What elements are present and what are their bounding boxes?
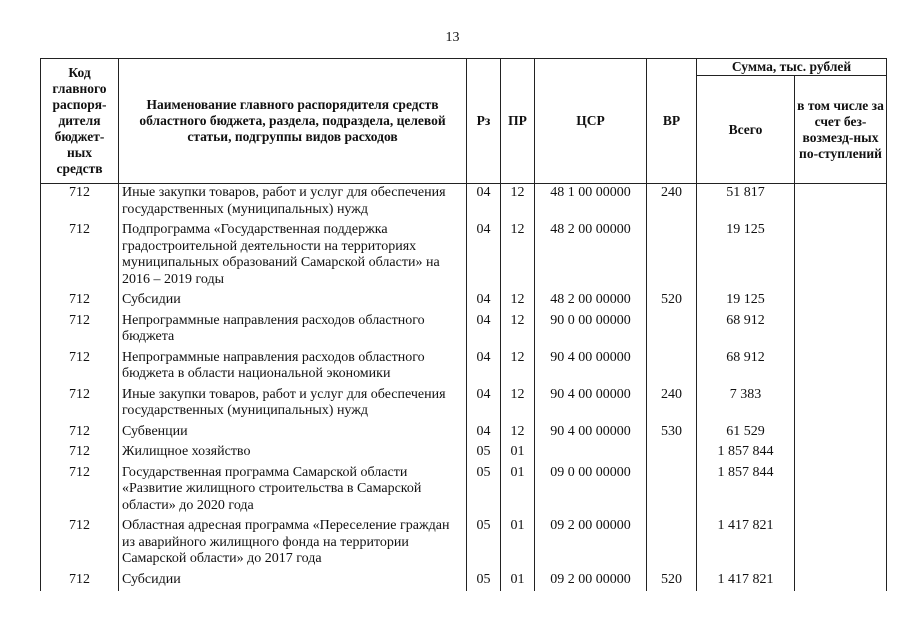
cell-code: 712 xyxy=(41,291,119,312)
cell-grants xyxy=(795,184,887,222)
cell-rz: 05 xyxy=(467,464,501,518)
cell-code: 712 xyxy=(41,184,119,222)
cell-grants xyxy=(795,221,887,291)
cell-total: 61 529 xyxy=(697,423,795,444)
table-header xyxy=(41,59,887,184)
cell-pr: 12 xyxy=(501,386,535,423)
cell-total: 1 857 844 xyxy=(697,443,795,464)
cell-pr: 12 xyxy=(501,423,535,444)
header-code: Код главного распоря-дителя бюджет-ных средств xyxy=(41,59,119,184)
header-csr: ЦСР xyxy=(535,59,647,184)
table-row xyxy=(41,386,887,423)
cell-rz: 04 xyxy=(467,386,501,423)
table-row xyxy=(41,423,887,444)
cell-vr xyxy=(647,464,697,518)
table-body xyxy=(41,184,887,592)
cell-total: 19 125 xyxy=(697,291,795,312)
cell-grants xyxy=(795,312,887,349)
cell-csr: 90 4 00 00000 xyxy=(535,423,647,444)
header-sum: Сумма, тыс. рублей xyxy=(697,59,887,76)
cell-vr xyxy=(647,349,697,386)
cell-total: 68 912 xyxy=(697,349,795,386)
cell-name: Субсидии xyxy=(119,571,467,592)
cell-grants xyxy=(795,443,887,464)
cell-total: 7 383 xyxy=(697,386,795,423)
cell-pr: 12 xyxy=(501,184,535,222)
cell-code: 712 xyxy=(41,221,119,291)
cell-grants xyxy=(795,349,887,386)
cell-total: 1 417 821 xyxy=(697,517,795,571)
cell-csr: 48 2 00 00000 xyxy=(535,291,647,312)
cell-total: 51 817 xyxy=(697,184,795,222)
table-row xyxy=(41,443,887,464)
cell-vr xyxy=(647,443,697,464)
cell-grants xyxy=(795,386,887,423)
cell-csr: 09 2 00 00000 xyxy=(535,571,647,592)
cell-vr: 240 xyxy=(647,184,697,222)
table-row xyxy=(41,517,887,571)
budget-table xyxy=(40,58,887,591)
cell-pr: 12 xyxy=(501,291,535,312)
cell-code: 712 xyxy=(41,571,119,592)
cell-rz: 04 xyxy=(467,184,501,222)
cell-grants xyxy=(795,517,887,571)
header-vr: ВР xyxy=(647,59,697,184)
cell-total: 1 417 821 xyxy=(697,571,795,592)
header-total: Всего xyxy=(697,76,795,184)
table-row xyxy=(41,312,887,349)
cell-rz: 04 xyxy=(467,349,501,386)
cell-rz: 04 xyxy=(467,221,501,291)
cell-grants xyxy=(795,571,887,592)
cell-csr: 09 0 00 00000 xyxy=(535,464,647,518)
table-row xyxy=(41,221,887,291)
cell-csr: 09 2 00 00000 xyxy=(535,517,647,571)
cell-rz: 04 xyxy=(467,312,501,349)
cell-vr: 530 xyxy=(647,423,697,444)
table-row xyxy=(41,184,887,222)
cell-code: 712 xyxy=(41,312,119,349)
header-pr: ПР xyxy=(501,59,535,184)
cell-code: 712 xyxy=(41,386,119,423)
cell-csr xyxy=(535,443,647,464)
cell-code: 712 xyxy=(41,423,119,444)
cell-pr: 01 xyxy=(501,571,535,592)
cell-grants xyxy=(795,423,887,444)
table-row xyxy=(41,349,887,386)
cell-csr: 48 2 00 00000 xyxy=(535,221,647,291)
cell-name: Субсидии xyxy=(119,291,467,312)
cell-rz: 04 xyxy=(467,423,501,444)
cell-total: 19 125 xyxy=(697,221,795,291)
cell-total: 1 857 844 xyxy=(697,464,795,518)
cell-name: Подпрограмма «Государственная поддержка градостроительной деятельности на территориях муниципальных образований Самарской области» на 2016 – 2019 годы xyxy=(119,221,467,291)
header-name: Наименование главного распорядителя средств областного бюджета, раздела, подраздела, целевой статьи, подгруппы видов расходов xyxy=(119,59,467,184)
cell-code: 712 xyxy=(41,443,119,464)
cell-grants xyxy=(795,291,887,312)
cell-rz: 05 xyxy=(467,571,501,592)
cell-name: Непрограммные направления расходов областного бюджета xyxy=(119,312,467,349)
cell-csr: 90 0 00 00000 xyxy=(535,312,647,349)
cell-rz: 05 xyxy=(467,517,501,571)
cell-code: 712 xyxy=(41,517,119,571)
cell-csr: 48 1 00 00000 xyxy=(535,184,647,222)
cell-name: Непрограммные направления расходов областного бюджета в области национальной экономики xyxy=(119,349,467,386)
header-grants: в том числе за счет без-возмезд-ных по-ступлений xyxy=(795,76,887,184)
cell-total: 68 912 xyxy=(697,312,795,349)
cell-name: Жилищное хозяйство xyxy=(119,443,467,464)
cell-rz: 05 xyxy=(467,443,501,464)
page-number: 13 xyxy=(445,30,460,45)
cell-grants xyxy=(795,464,887,518)
cell-pr: 01 xyxy=(501,517,535,571)
cell-vr: 520 xyxy=(647,571,697,592)
cell-pr: 12 xyxy=(501,349,535,386)
cell-csr: 90 4 00 00000 xyxy=(535,349,647,386)
cell-name: Субвенции xyxy=(119,423,467,444)
cell-name: Иные закупки товаров, работ и услуг для обеспечения государственных (муниципальных) нужд xyxy=(119,184,467,222)
cell-code: 712 xyxy=(41,464,119,518)
cell-vr xyxy=(647,221,697,291)
cell-name: Государственная программа Самарской области «Развитие жилищного строительства в Самарской области» до 2020 года xyxy=(119,464,467,518)
table-row xyxy=(41,464,887,518)
cell-vr: 240 xyxy=(647,386,697,423)
table-row xyxy=(41,291,887,312)
cell-vr xyxy=(647,312,697,349)
cell-rz: 04 xyxy=(467,291,501,312)
cell-vr xyxy=(647,517,697,571)
table-row xyxy=(41,571,887,592)
cell-code: 712 xyxy=(41,349,119,386)
cell-pr: 12 xyxy=(501,312,535,349)
header-rz: Рз xyxy=(467,59,501,184)
cell-pr: 01 xyxy=(501,464,535,518)
cell-vr: 520 xyxy=(647,291,697,312)
cell-csr: 90 4 00 00000 xyxy=(535,386,647,423)
cell-pr: 01 xyxy=(501,443,535,464)
cell-name: Иные закупки товаров, работ и услуг для обеспечения государственных (муниципальных) нужд xyxy=(119,386,467,423)
cell-pr: 12 xyxy=(501,221,535,291)
cell-name: Областная адресная программа «Переселение граждан из аварийного жилищного фонда на территории Самарской области» до 2017 года xyxy=(119,517,467,571)
